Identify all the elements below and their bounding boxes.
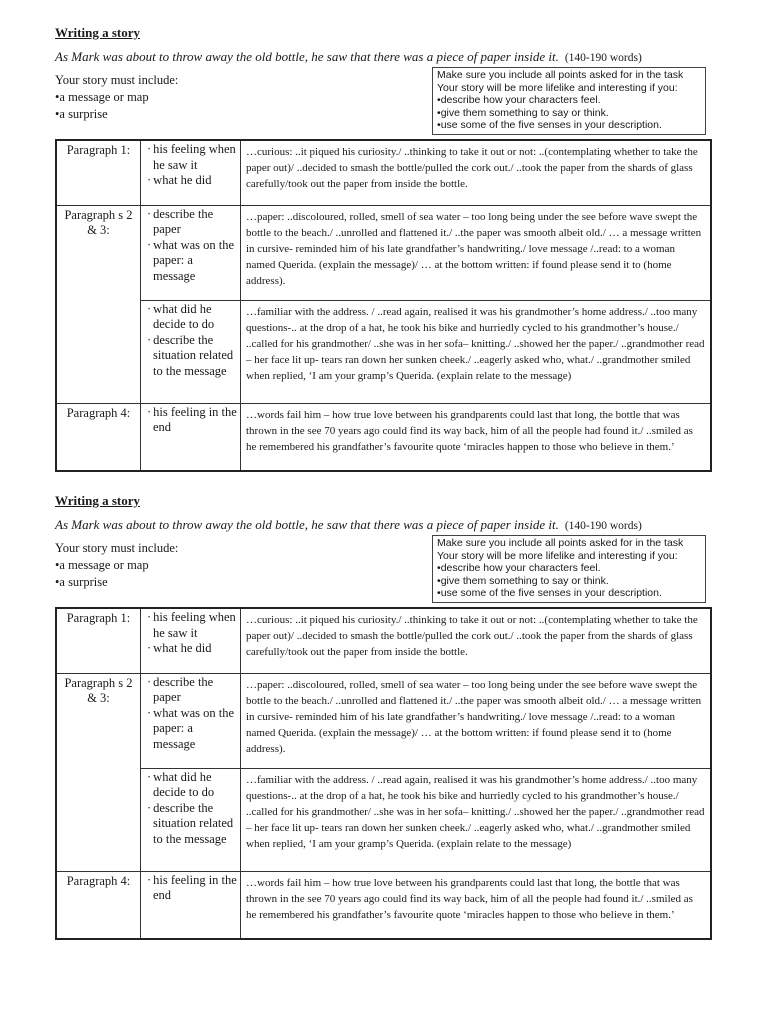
point-item: · describe the paper — [143, 207, 238, 238]
point-item: · what did he decide to do — [143, 770, 238, 801]
point-item: · his feeling when he saw it — [143, 142, 238, 173]
table-row — [56, 205, 711, 300]
tips-item: • use some of the five senses in your description. — [437, 587, 701, 600]
paragraph-points — [141, 140, 241, 205]
tips-line: Your story will be more lifelike and interesting if you: — [437, 81, 678, 94]
tips-item: • describe how your characters feel. — [437, 562, 701, 575]
paragraph-content: …paper: ..discoloured, rolled, smell of sea water – too long being under the see before wave swept the bottle to the beach./ ..unrolled and flattened it./ ..the paper was smooth albeit old./ … a message written in cursive- reminded him of his late grandfather’s handwriting./ love message /..read: to a woman named Querida. (explain the message)/ … at the bottom written: if found please send it to (home address). — [241, 673, 712, 768]
must-include-item: • a surprise — [55, 574, 178, 591]
point-item: · what was on the paper: a message — [143, 706, 238, 753]
paragraph-content: …curious: ..it piqued his curiosity./ ..thinking to take it out or not: ..(contemplating whether to take the paper out)/ ..decided to smash the bottle/pulled the cork out./ ..took the paper from the shards of glass carefully/took out the paper from inside the bottle. — [241, 140, 712, 205]
paragraph-plan-table — [55, 139, 712, 472]
point-item: · what he did — [143, 173, 238, 189]
paragraph-points — [141, 871, 241, 939]
paragraph-points — [141, 673, 241, 768]
tips-box — [432, 67, 706, 135]
must-include-item: • a message or map — [55, 89, 178, 106]
word-count: (140-190 words) — [564, 520, 642, 532]
paragraph-label: Paragraph s 2 & 3: — [56, 673, 141, 871]
must-include-block — [55, 72, 178, 123]
tips-line: Make sure you include all points asked for in the task — [437, 537, 684, 549]
table-row — [56, 608, 711, 673]
paragraph-label: Paragraph 4: — [56, 403, 141, 471]
story-prompt — [55, 517, 642, 533]
tips-line: Your story will be more lifelike and interesting if you: — [437, 549, 678, 562]
point-item: · his feeling in the end — [143, 405, 238, 436]
worksheet-heading: Writing a story — [55, 25, 140, 40]
point-item: · his feeling in the end — [143, 873, 238, 904]
table-row — [56, 768, 711, 871]
prompt-text: As Mark was about to throw away the old bottle, he saw that there was a piece of paper inside it. — [55, 49, 559, 64]
table-row — [56, 300, 711, 403]
paragraph-points — [141, 608, 241, 673]
point-item: · describe the situation related to the message — [143, 333, 238, 380]
paragraph-points — [141, 205, 241, 300]
tips-item: • use some of the five senses in your description. — [437, 119, 701, 132]
point-item: · describe the situation related to the message — [143, 801, 238, 848]
paragraph-content: …paper: ..discoloured, rolled, smell of sea water – too long being under the see before wave swept the bottle to the beach./ ..unrolled and flattened it./ ..the paper was smooth albeit old./ … a message written in cursive- reminded him of his late grandfather’s handwriting./ love message /..read: to a woman named Querida. (explain the message)/ … at the bottom written: if found please send it to (home address). — [241, 205, 712, 300]
tips-item: • give them something to say or think. — [437, 575, 701, 588]
paragraph-points — [141, 768, 241, 871]
paragraph-content: …words fail him – how true love between his grandparents could last that long, the bottle that was thrown in the see 70 years ago could find its way back, him of all the people had found it./ ..smiled as he remembered his grandfather’s favourite quote ‘miracles happen to those who believe in them.’ — [241, 871, 712, 939]
paragraph-points — [141, 403, 241, 471]
paragraph-content: …words fail him – how true love between his grandparents could last that long, the bottle that was thrown in the see 70 years ago could find its way back, him of all the people had found it./ ..smiled as he remembered his grandfather’s favourite quote ‘miracles happen to those who believe in them.’ — [241, 403, 712, 471]
paragraph-label: Paragraph s 2 & 3: — [56, 205, 141, 403]
must-include-label: Your story must include: — [55, 541, 179, 555]
table-row — [56, 403, 711, 471]
paragraph-points — [141, 300, 241, 403]
tips-item: • describe how your characters feel. — [437, 94, 701, 107]
paragraph-label: Paragraph 1: — [56, 608, 141, 673]
must-include-item: • a surprise — [55, 106, 178, 123]
must-include-block — [55, 540, 178, 591]
point-item: · what did he decide to do — [143, 302, 238, 333]
prompt-text: As Mark was about to throw away the old bottle, he saw that there was a piece of paper inside it. — [55, 517, 559, 532]
table-row — [56, 871, 711, 939]
word-count: (140-190 words) — [564, 52, 642, 64]
must-include-item: • a message or map — [55, 557, 178, 574]
point-item: · what he did — [143, 641, 238, 657]
paragraph-plan-table — [55, 607, 712, 940]
paragraph-label: Paragraph 1: — [56, 140, 141, 205]
tips-line: Make sure you include all points asked for in the task — [437, 69, 684, 81]
point-item: · his feeling when he saw it — [143, 610, 238, 641]
tips-box — [432, 535, 706, 603]
story-prompt — [55, 49, 642, 65]
point-item: · what was on the paper: a message — [143, 238, 238, 285]
point-item: · describe the paper — [143, 675, 238, 706]
paragraph-content: …curious: ..it piqued his curiosity./ ..thinking to take it out or not: ..(contemplating whether to take the paper out)/ ..decided to smash the bottle/pulled the cork out./ ..took the paper from the shards of glass carefully/took out the paper from inside the bottle. — [241, 608, 712, 673]
must-include-label: Your story must include: — [55, 73, 179, 87]
table-row — [56, 673, 711, 768]
worksheet-heading: Writing a story — [55, 493, 140, 508]
tips-item: • give them something to say or think. — [437, 107, 701, 120]
paragraph-content: …familiar with the address. / ..read again, realised it was his grandmother’s home address./ ..too many questions-.. at the drop of a hat, he took his bike and hurriedly cycled to his grandmother’s house./ ..called for his grandmother/ ..she was in her sofa– knitting./ ..showed her the paper./ ..grandmother read – her face lit up- tears ran down her sunken cheek./ ..eagerly asked who, what./ ..grandmother smiled when replied, ‘I am your gramp’s Querida. (explain relate to the message) — [241, 300, 712, 403]
paragraph-label: Paragraph 4: — [56, 871, 141, 939]
paragraph-content: …familiar with the address. / ..read again, realised it was his grandmother’s home address./ ..too many questions-.. at the drop of a hat, he took his bike and hurriedly cycled to his grandmother’s house./ ..called for his grandmother/ ..she was in her sofa– knitting./ ..showed her the paper./ ..grandmother read – her face lit up- tears ran down her sunken cheek./ ..eagerly asked who, what./ ..grandmother smiled when replied, ‘I am your gramp’s Querida. (explain relate to the message) — [241, 768, 712, 871]
table-row — [56, 140, 711, 205]
